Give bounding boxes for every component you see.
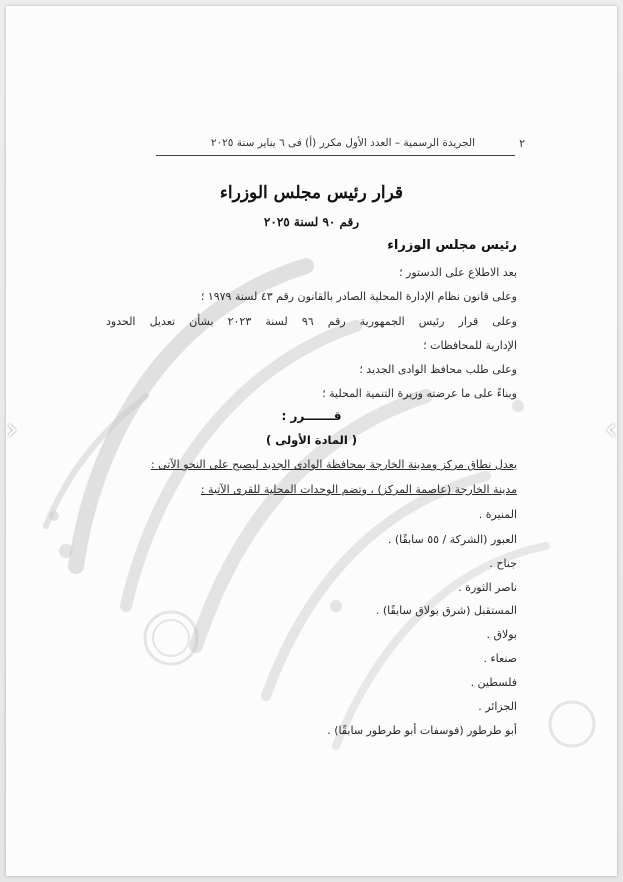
issuer-heading: رئيس مجلس الوزراء (387, 238, 517, 253)
preamble-line: وبناءً على ما عرضته وزيرة التنمية المحلية ؛ (322, 387, 517, 400)
chevron-right-icon[interactable]: › (605, 412, 617, 447)
village-item: فلسطين . (470, 676, 517, 689)
gazette-issue-title: الجريدة الرسمية – العدد الأول مكرر (أ) فى ٦ يناير سنة ٢٠٢٥ (210, 137, 475, 149)
village-item: صنعاء . (483, 652, 517, 665)
decree-number: رقم ٩٠ لسنة ٢٠٢٥ (263, 215, 360, 229)
preamble-line: وعلى قانون نظام الإدارة المحلية الصادر بالقانون رقم ٤٣ لسنة ١٩٧٩ ؛ (200, 290, 517, 303)
village-item: العبور (الشركة / ٥٥ سابقًا) . (387, 533, 517, 546)
decree-title: قرار رئيس مجلس الوزراء (219, 183, 404, 203)
article-text-line: يعدل نطاق مركز ومدينة الخارجة بمحافظة الوادى الجديد ليصبح على النحو الآتى : (150, 458, 517, 471)
running-header (156, 137, 525, 156)
village-item: الجزائر . (478, 700, 517, 713)
article-heading: ( المادة الأولى ) (265, 433, 358, 447)
village-item: المنيرة . (478, 508, 517, 521)
village-item: ناصر الثورة . (458, 581, 517, 594)
preamble-line: وعلى قرار رئيس الجمهورية رقم ٩٦ لسنة ٢٠٢٣ بشأن تعديل الحدود (106, 315, 517, 328)
village-item: بولاق . (486, 628, 517, 641)
article-text-line: مدينة الخارجة (عاصمة المركز) ، وتضم الوحدات المحلية للقرى الآتية : (200, 483, 517, 496)
gazette-page (6, 6, 617, 876)
village-item: جناح . (489, 557, 517, 570)
village-item: المستقبل (شرق بولاق سابقًا) . (375, 604, 517, 617)
village-item: أبو طرطور (فوسفات أبو طرطور سابقًا) . (327, 724, 517, 737)
preamble-line: بعد الاطلاع على الدستور ؛ (399, 266, 517, 279)
page-number: ٢ (519, 137, 525, 150)
decree-word: قـــــــرر : (281, 409, 342, 423)
preamble-line: الإدارية للمحافظات ؛ (423, 339, 517, 352)
preamble-line: وعلى طلب محافظ الوادى الجديد ؛ (359, 363, 517, 376)
chevron-left-icon[interactable]: ‹ (6, 412, 18, 447)
